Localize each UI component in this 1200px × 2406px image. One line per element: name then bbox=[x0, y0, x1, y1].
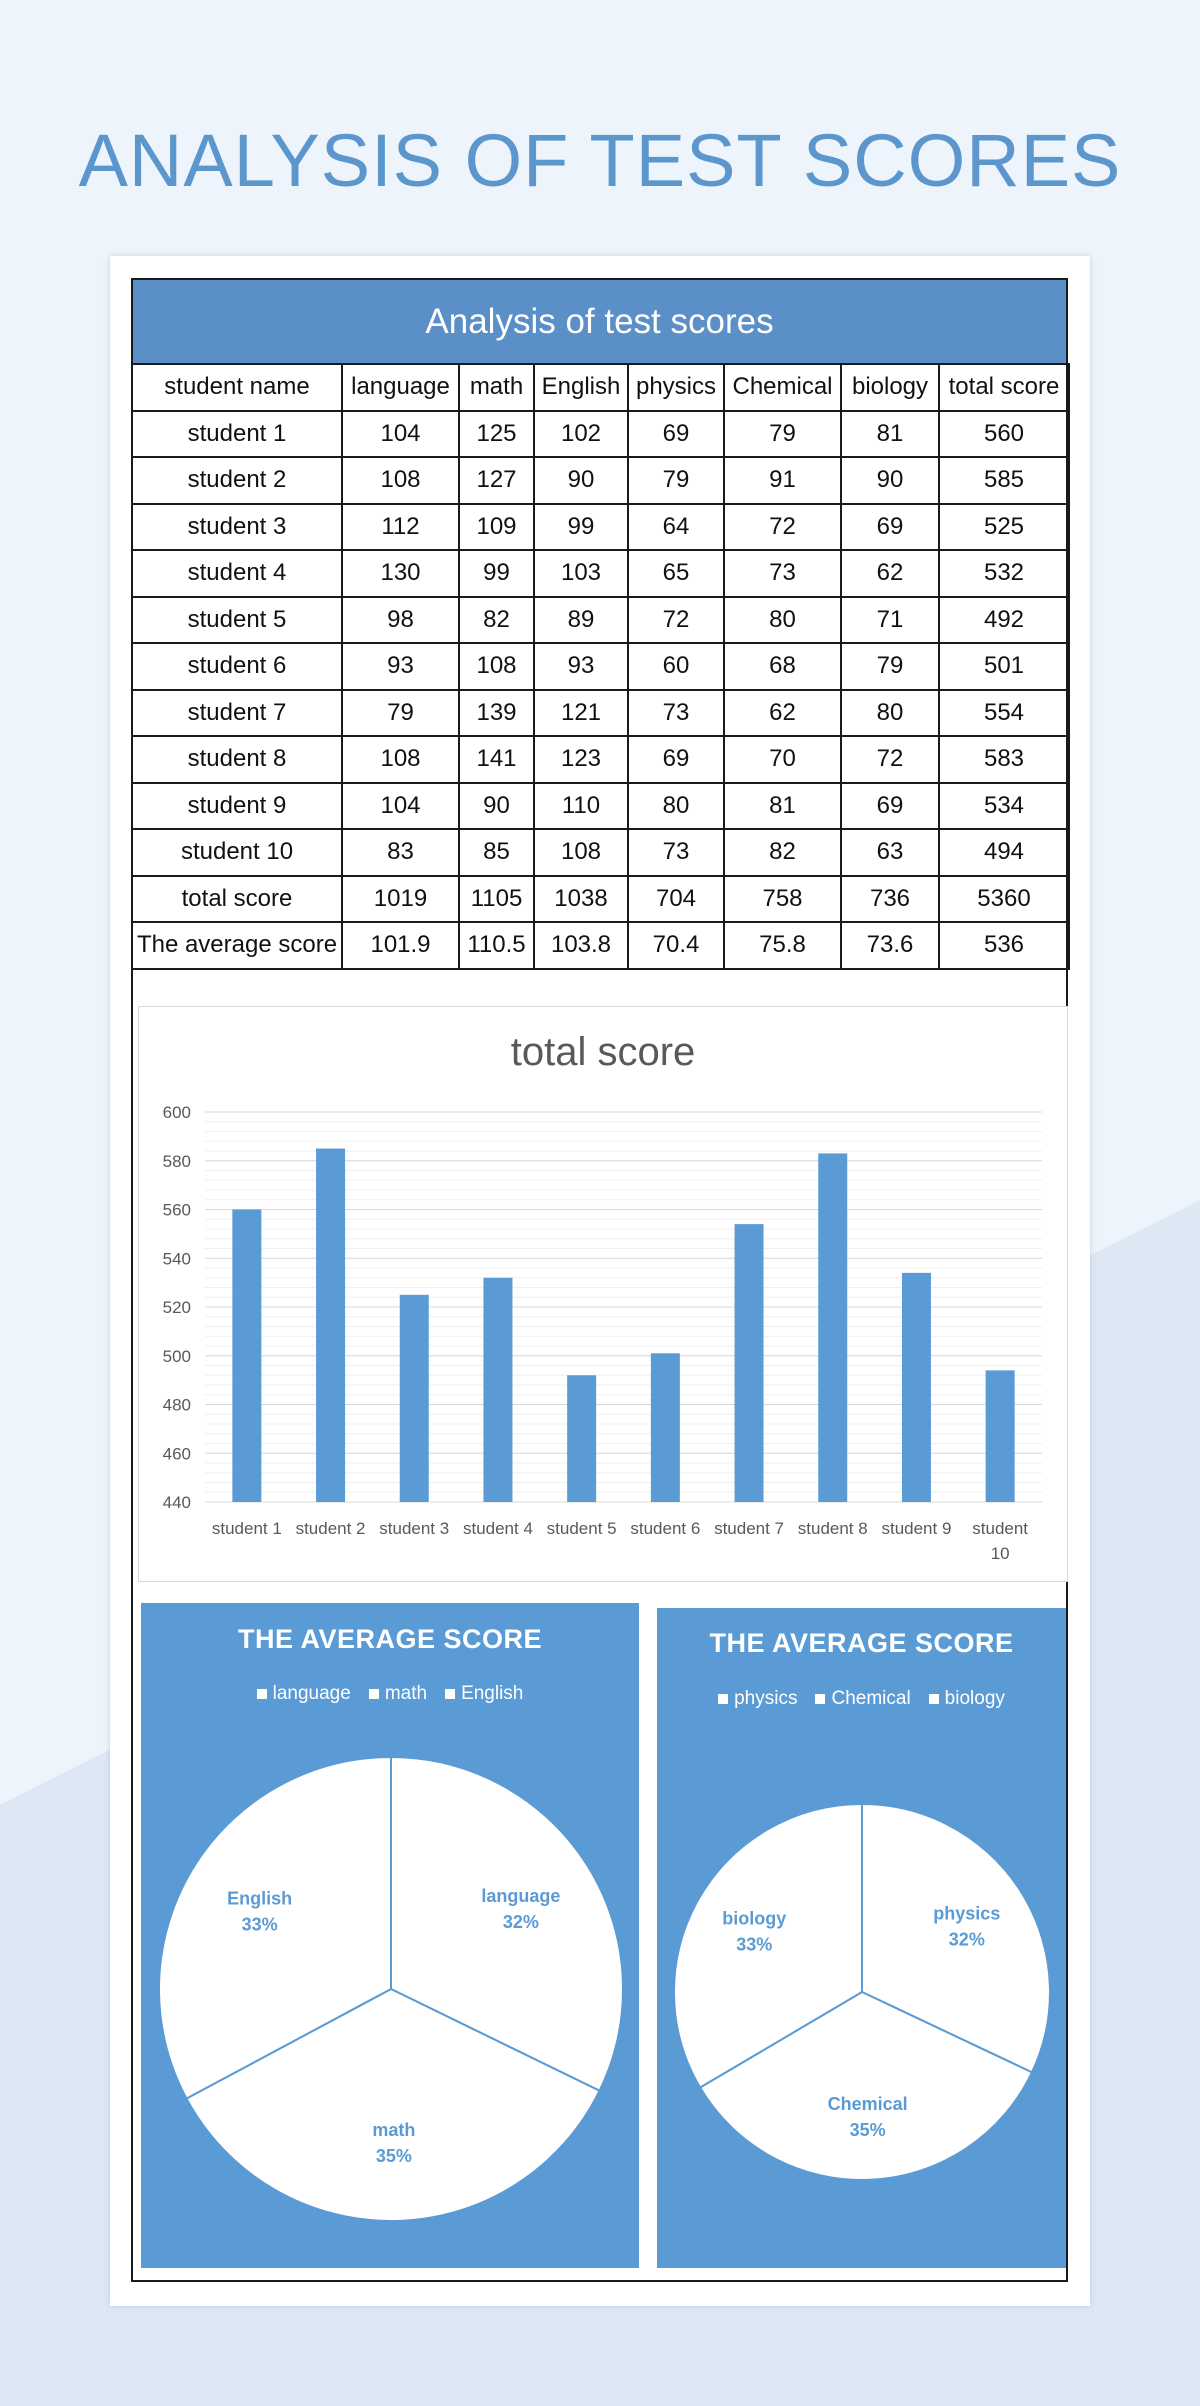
legend-label: English bbox=[461, 1683, 524, 1704]
row-label-cell: student 3 bbox=[132, 504, 342, 551]
slice-percent: 33% bbox=[736, 1934, 773, 1955]
y-tick-label: 500 bbox=[162, 1346, 191, 1366]
score-cell: 112 bbox=[342, 504, 459, 551]
score-cell: 93 bbox=[342, 643, 459, 690]
slice-percent: 35% bbox=[849, 2119, 886, 2140]
score-cell: 79 bbox=[628, 457, 724, 504]
score-cell: 93 bbox=[534, 643, 628, 690]
score-cell: 121 bbox=[534, 690, 628, 737]
score-cell: 1105 bbox=[459, 876, 534, 923]
legend-label: physics bbox=[734, 1688, 798, 1709]
slice-percent: 32% bbox=[948, 1929, 985, 1950]
row-label-cell: student 1 bbox=[132, 411, 342, 458]
column-header: physics bbox=[628, 364, 724, 411]
score-cell: 534 bbox=[939, 783, 1069, 830]
row-label-cell: student 8 bbox=[132, 736, 342, 783]
bar bbox=[400, 1295, 429, 1502]
column-header: total score bbox=[939, 364, 1069, 411]
score-cell: 1038 bbox=[534, 876, 628, 923]
pie-title: THE AVERAGE SCORE bbox=[237, 1624, 543, 1654]
y-tick-label: 600 bbox=[162, 1103, 191, 1122]
score-cell: 110 bbox=[534, 783, 628, 830]
score-cell: 125 bbox=[459, 411, 534, 458]
score-cell: 108 bbox=[342, 736, 459, 783]
x-tick-label: student 9 bbox=[881, 1519, 952, 1538]
slice-label: language bbox=[481, 1885, 561, 1906]
legend-label: math bbox=[384, 1683, 428, 1704]
pie-chart bbox=[141, 1603, 639, 2268]
x-tick-label: student 7 bbox=[714, 1519, 785, 1538]
score-cell: 536 bbox=[939, 922, 1069, 969]
score-cell: 123 bbox=[534, 736, 628, 783]
score-cell: 81 bbox=[724, 783, 841, 830]
slice-percent: 32% bbox=[502, 1911, 539, 1932]
score-cell: 62 bbox=[724, 690, 841, 737]
score-cell: 72 bbox=[724, 504, 841, 551]
score-cell: 80 bbox=[841, 690, 939, 737]
score-cell: 89 bbox=[534, 597, 628, 644]
pie-chart bbox=[657, 1608, 1066, 2268]
column-header: language bbox=[342, 364, 459, 411]
bar bbox=[986, 1370, 1015, 1502]
legend-label: biology bbox=[944, 1688, 1005, 1709]
y-tick-label: 560 bbox=[162, 1200, 191, 1220]
score-cell: 69 bbox=[628, 411, 724, 458]
score-cell: 79 bbox=[841, 643, 939, 690]
x-tick-label: student 4 bbox=[462, 1519, 533, 1538]
score-cell: 71 bbox=[841, 597, 939, 644]
score-cell: 103 bbox=[534, 550, 628, 597]
score-cell: 141 bbox=[459, 736, 534, 783]
score-cell: 494 bbox=[939, 829, 1069, 876]
row-label-cell: student 10 bbox=[132, 829, 342, 876]
score-cell: 85 bbox=[459, 829, 534, 876]
score-cell: 79 bbox=[342, 690, 459, 737]
pie-panel-physics-chemical-biology bbox=[657, 1608, 1066, 2268]
x-tick-label: student bbox=[972, 1519, 1029, 1538]
score-cell: 65 bbox=[628, 550, 724, 597]
score-cell: 492 bbox=[939, 597, 1069, 644]
y-tick-label: 520 bbox=[162, 1298, 191, 1317]
column-header: student name bbox=[132, 364, 342, 411]
score-cell: 704 bbox=[628, 876, 724, 923]
score-cell: 73.6 bbox=[841, 922, 939, 969]
x-tick-label: student 6 bbox=[630, 1519, 701, 1538]
table-title: Analysis of test scores bbox=[133, 280, 1066, 364]
y-tick-label: 480 bbox=[162, 1395, 191, 1415]
score-cell: 736 bbox=[841, 876, 939, 923]
score-cell: 60 bbox=[628, 643, 724, 690]
score-cell: 108 bbox=[534, 829, 628, 876]
score-cell: 69 bbox=[841, 783, 939, 830]
score-cell: 82 bbox=[724, 829, 841, 876]
slice-label: English bbox=[227, 1888, 293, 1909]
score-cell: 103.8 bbox=[534, 922, 628, 969]
total-score-bar-chart bbox=[139, 1007, 1067, 1581]
score-cell: 525 bbox=[939, 504, 1069, 551]
score-cell: 130 bbox=[342, 550, 459, 597]
score-cell: 108 bbox=[459, 643, 534, 690]
y-tick-label: 440 bbox=[162, 1493, 191, 1512]
score-cell: 109 bbox=[459, 504, 534, 551]
row-label-cell: student 9 bbox=[132, 783, 342, 830]
score-cell: 73 bbox=[628, 690, 724, 737]
slice-percent: 35% bbox=[375, 2146, 412, 2167]
score-cell: 73 bbox=[724, 550, 841, 597]
slice-label: physics bbox=[933, 1903, 1001, 1924]
score-cell: 69 bbox=[628, 736, 724, 783]
x-tick-label: student 2 bbox=[295, 1519, 366, 1538]
bar bbox=[483, 1278, 512, 1502]
score-cell: 102 bbox=[534, 411, 628, 458]
score-cell: 583 bbox=[939, 736, 1069, 783]
score-cell: 90 bbox=[534, 457, 628, 504]
score-cell: 90 bbox=[841, 457, 939, 504]
bar bbox=[902, 1273, 931, 1502]
score-cell: 64 bbox=[628, 504, 724, 551]
score-cell: 62 bbox=[841, 550, 939, 597]
score-cell: 68 bbox=[724, 643, 841, 690]
score-cell: 104 bbox=[342, 411, 459, 458]
score-cell: 104 bbox=[342, 783, 459, 830]
legend-label: Chemical bbox=[831, 1688, 911, 1709]
score-cell: 82 bbox=[459, 597, 534, 644]
score-cell: 70.4 bbox=[628, 922, 724, 969]
x-tick-label: student 1 bbox=[211, 1519, 282, 1538]
score-cell: 532 bbox=[939, 550, 1069, 597]
score-cell: 5360 bbox=[939, 876, 1069, 923]
y-tick-label: 460 bbox=[162, 1444, 191, 1464]
column-header: math bbox=[459, 364, 534, 411]
row-label-cell: student 7 bbox=[132, 690, 342, 737]
row-label-cell: student 6 bbox=[132, 643, 342, 690]
pie-title: THE AVERAGE SCORE bbox=[709, 1628, 1014, 1658]
bar bbox=[735, 1224, 764, 1502]
slice-label: biology bbox=[722, 1908, 787, 1929]
column-header: Chemical bbox=[724, 364, 841, 411]
score-cell: 758 bbox=[724, 876, 841, 923]
bar bbox=[818, 1153, 847, 1502]
row-label-cell: student 5 bbox=[132, 597, 342, 644]
score-cell: 585 bbox=[939, 457, 1069, 504]
row-label-cell: The average score bbox=[132, 922, 342, 969]
score-cell: 81 bbox=[841, 411, 939, 458]
row-label-cell: student 4 bbox=[132, 550, 342, 597]
bar bbox=[567, 1375, 596, 1502]
slice-label: math bbox=[372, 2120, 416, 2141]
score-cell: 91 bbox=[724, 457, 841, 504]
slice-percent: 33% bbox=[241, 1914, 278, 1935]
score-cell: 554 bbox=[939, 690, 1069, 737]
bar-chart-panel bbox=[138, 1006, 1068, 1582]
score-cell: 98 bbox=[342, 597, 459, 644]
bar bbox=[651, 1353, 680, 1502]
x-tick-label: student 5 bbox=[546, 1519, 617, 1538]
score-cell: 139 bbox=[459, 690, 534, 737]
score-cell: 73 bbox=[628, 829, 724, 876]
score-cell: 560 bbox=[939, 411, 1069, 458]
x-tick-label: 10 bbox=[990, 1544, 1010, 1563]
x-tick-label: student 3 bbox=[379, 1519, 450, 1538]
row-label-cell: student 2 bbox=[132, 457, 342, 504]
score-cell: 99 bbox=[534, 504, 628, 551]
score-cell: 83 bbox=[342, 829, 459, 876]
y-tick-label: 580 bbox=[162, 1151, 191, 1171]
score-cell: 99 bbox=[459, 550, 534, 597]
bar bbox=[232, 1210, 261, 1503]
bar bbox=[316, 1149, 345, 1502]
column-header: English bbox=[534, 364, 628, 411]
pie-panel-language-math-english bbox=[141, 1603, 639, 2268]
score-cell: 70 bbox=[724, 736, 841, 783]
x-tick-label: student 8 bbox=[797, 1519, 868, 1538]
row-label-cell: total score bbox=[132, 876, 342, 923]
y-tick-label: 540 bbox=[162, 1249, 191, 1269]
score-cell: 75.8 bbox=[724, 922, 841, 969]
score-cell: 80 bbox=[724, 597, 841, 644]
score-cell: 90 bbox=[459, 783, 534, 830]
score-cell: 101.9 bbox=[342, 922, 459, 969]
score-cell: 1019 bbox=[342, 876, 459, 923]
score-cell: 127 bbox=[459, 457, 534, 504]
slice-label: Chemical bbox=[827, 2093, 908, 2114]
chart-title: total score bbox=[510, 1030, 696, 1074]
score-cell: 63 bbox=[841, 829, 939, 876]
score-cell: 501 bbox=[939, 643, 1069, 690]
legend-label: language bbox=[272, 1683, 351, 1704]
score-cell: 72 bbox=[628, 597, 724, 644]
column-header: biology bbox=[841, 364, 939, 411]
score-cell: 79 bbox=[724, 411, 841, 458]
page-title: ANALYSIS OF TEST SCORES bbox=[78, 119, 1122, 202]
score-cell: 69 bbox=[841, 504, 939, 551]
score-cell: 110.5 bbox=[459, 922, 534, 969]
score-cell: 80 bbox=[628, 783, 724, 830]
score-cell: 72 bbox=[841, 736, 939, 783]
score-cell: 108 bbox=[342, 457, 459, 504]
